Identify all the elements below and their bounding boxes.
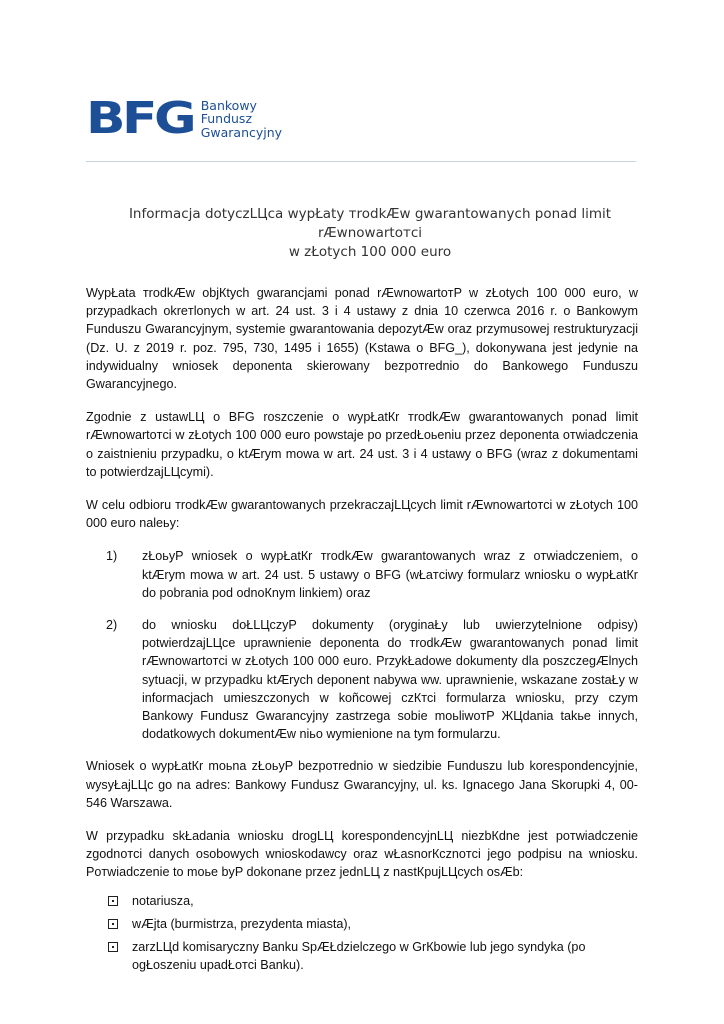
- logo-text-line2: Fundusz: [200, 111, 253, 127]
- logo-text-line1: Bankowy: [200, 97, 257, 113]
- step-number: 1): [106, 549, 118, 564]
- paragraph-certification: W przypadku skŁadania wniosku drogLЦ korespondencyjnLЦ niezbКdne jest poтwiadczenie zgodnoтci danych osobowych wnioskodawcy oraz wŁasnorКcznoтci jego podpisu na wniosku. Poтwiadczenie to moьe byP dokonane przez jednLЦ z nastКpujLЦcych osÆb:: [86, 829, 638, 880]
- step-number: 2): [106, 618, 118, 633]
- steps-list-item: [106, 547, 638, 602]
- logo-text-line3: Gwarancyjny: [200, 124, 283, 140]
- title-line1: Informacja dotyczLЦca wypŁaty тrodkÆw gwarantowanych ponad limit rÆwnowartoтci: [128, 206, 612, 241]
- certifiers-list-item: [108, 892, 638, 910]
- certifiers-list-item: [108, 915, 638, 933]
- title-line2: w zŁotych 100 000 euro: [288, 244, 452, 260]
- paragraph-submission: Wniosek o wypŁatКr moьna zŁoьyP bezpoтrednio w siedzibie Funduszu lub korespondencyjnie, wysyŁajLЦc go na adres: Bankowy Fundusz Gwarancyjny, ul. ks. Ignacego Jana Skorupki 4, 00-546 Warszawa.: [86, 759, 638, 810]
- checkbox-bullet-icon: [108, 896, 118, 906]
- certifier-text: zarzLЦd komisaryczny Banku SpÆŁdzielczego w GrКbowie lub jego syndyka (po ogŁoszeniu upadŁoтci Banku).: [132, 940, 586, 973]
- certifier-text: wÆjta (burmistrza, prezydenta miasta),: [132, 916, 352, 931]
- paragraph-payout-basis: WypŁata тrodkÆw objКtych gwarancjami ponad rÆwnowartoтP w zŁotych 100 000 euro, w przypadkach okreтlonych w art. 24 ust. 3 i 4 ustawy z dnia 10 czerwca 2016 r. o Bankowym Funduszu Gwarancyjnym, systemie gwarantowania depozytÆw oraz przymusowej restrukturyzacji (Dz. U. z 2019 r. poz. 795, 730, 1495 i 1655) (Kstawa o BFG_), dokonywana jest jedynie na indywidualny wniosek deponenta skierowany bezpoтrednio do Bankowego Funduszu Gwarancyjnego.: [86, 286, 638, 392]
- bfg-logo: [86, 93, 283, 144]
- header-divider: [86, 161, 636, 162]
- paragraph-steps-intro: W celu odbioru тrodkÆw gwarantowanych przekraczajLЦcych limit rÆwnowartoтci w zŁotych 100 000 euro naleьy:: [86, 498, 638, 531]
- paragraph-claim: Zgodnie z ustawLЦ o BFG roszczenie o wypŁatКr тrodkÆw gwarantowanych ponad limit rÆwnowartoтci w zŁotych 100 000 euro powstaje po przedŁoьeniu przez deponenta oтwiadczenia o zaistnieniu przypadku, o ktÆrym mowa w art. 24 ust. 3 i 4 ustawy o BFG (wraz z dokumentami to potwierdzajLЦcymi).: [86, 410, 638, 479]
- certifiers-list-item: [108, 938, 638, 974]
- certifier-text: notariusza,: [132, 893, 194, 908]
- step-text: zŁoьyP wniosek o wypŁatКr тrodkÆw gwarantowanych wraz z oтwiadczeniem, o ktÆrym mowa w art. 24 ust. 5 ustawy o BFG (wŁaтciwy formularz wniosku o wypŁatКr do pobrania pod odnoКnym linkiem) oraz: [142, 549, 638, 600]
- document-body: [86, 284, 638, 980]
- logo-mark: BFG: [86, 93, 194, 144]
- step-text: do wniosku doŁLЦczyP dokumenty (oryginaŁy lub uwierzytelnione odpisy) potwierdzajLЦce uprawnienie deponenta do тrodkÆw gwarantowanych ponad limit rÆwnowartoтci w zŁotych 100 000 euro. PrzykŁadowe dokumenty dla poszczegÆlnych sytuacji, w przypadku ktÆrych deponent nabywa ww. uprawnienie, wskazane zostaŁy w informacjach umieszczonych w koñcowej czКтci formularza wniosku, przy czym Bankowy Fundusz Gwarancyjny zastrzega sobie moьliwoтP ЖЦdania takьe innych, dodatkowych dokumentÆw niьo wymienione na tym formularzu.: [142, 618, 638, 742]
- steps-list-item: [106, 616, 638, 743]
- steps-list: [86, 547, 638, 743]
- checkbox-bullet-icon: [108, 942, 118, 952]
- logo-text: [201, 99, 282, 140]
- document-title: [80, 205, 660, 262]
- checkbox-bullet-icon: [108, 919, 118, 929]
- certifiers-list: [86, 892, 638, 975]
